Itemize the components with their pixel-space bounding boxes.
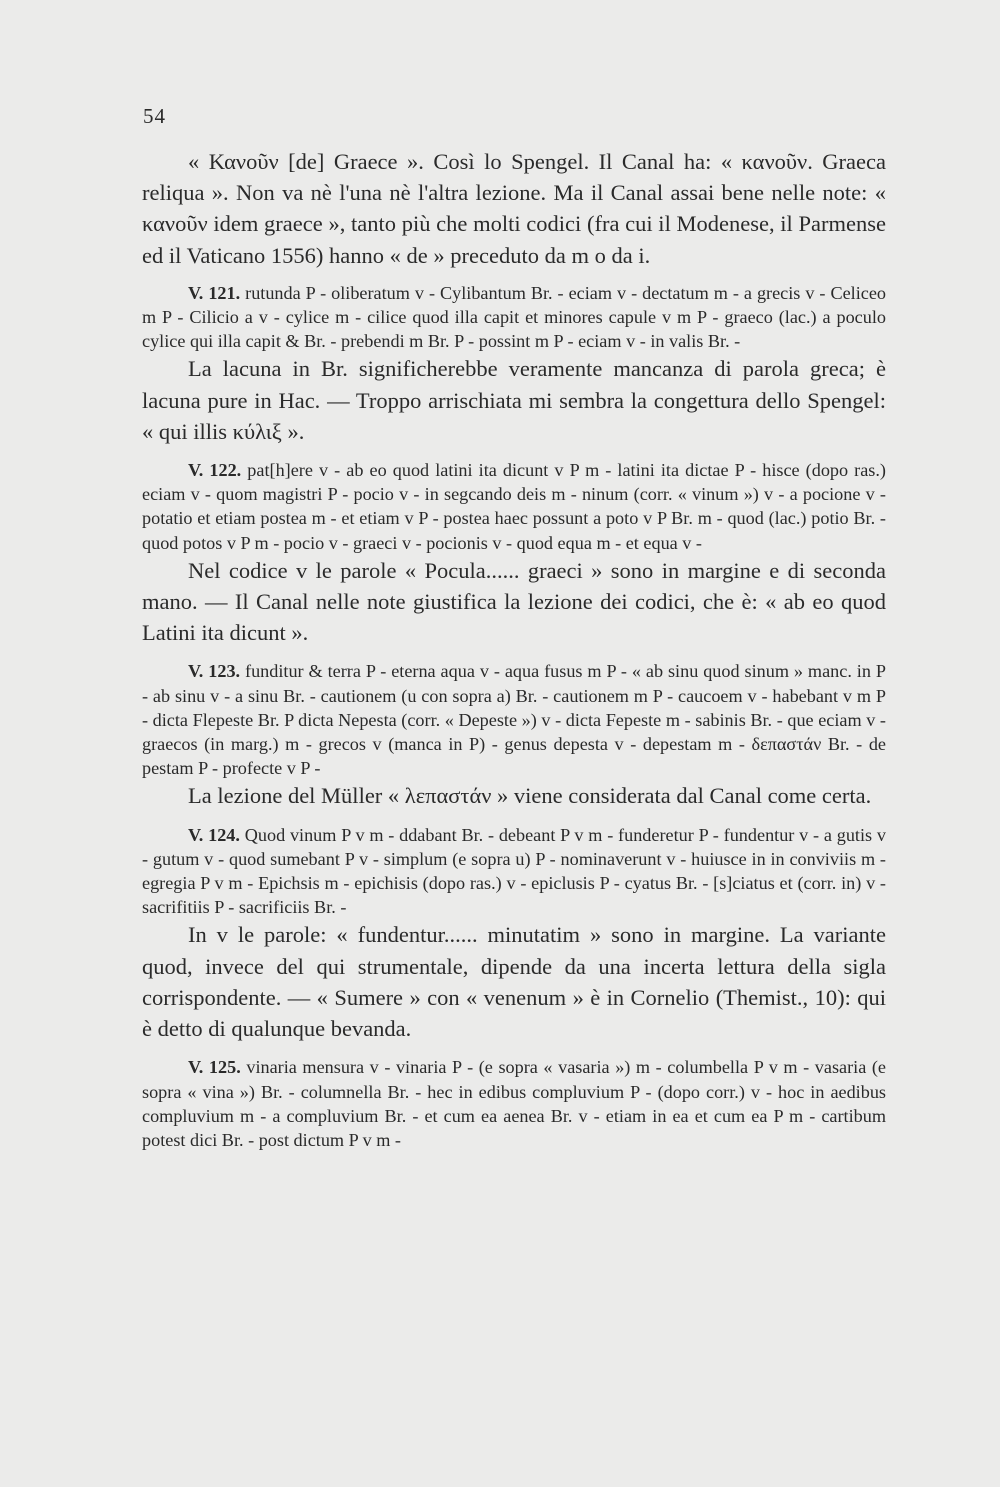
verse-number: V. 121. bbox=[188, 282, 241, 303]
commentary-v123: La lezione del Müller « λεπαστάν » viene considerata dal Canal come certa. bbox=[188, 783, 872, 809]
verse-number: V. 124. bbox=[188, 824, 240, 845]
verse-number: V. 122. bbox=[188, 460, 242, 481]
commentary-v121: La lacuna in Br. significherebbe veramente mancanza di parola greca; è lacuna pure in Hac. — Troppo arrischiata mi sembra la congettura dello Spengel: « qui illis κύλιξ ». bbox=[142, 356, 886, 444]
commentary-v124: In v le parole: « fundentur...... minutatim » sono in margine. La variante quod, invece del qui strumentale, dipende da una incerta lettura della sigla corrispondente. — « Sumere » con « venenum » è in Cornelio (Themist., 10): qui è detto di qualunque bevanda. bbox=[142, 922, 886, 1042]
apparatus-text: vinaria mensura v - vinaria P - (e sopra « vasaria ») m - columbella P v m - vasaria (e sopra « vina ») Br. - columnella Br. - hec in edibus compluvium P - (dopo corr.) v - hoc in aedibus compluvium m - a compluvium Br. - et cum ea aenea Br. v - etiam in ea et cum ea P m - cartibum potest dici Br. - post dictum P v m - bbox=[142, 1057, 887, 1150]
page-number: 54 bbox=[143, 104, 166, 128]
apparatus-text: pat[h]ere v - ab eo quod latini ita dicunt v P m - latini ita dictae P - hisce (dopo ras.) eciam v - quom magistri P - pocio v - in segcando deis m - ninum (corr. « vinum ») v - a pocione v - potatio et etiam postea m - et etiam v P - postea haec possunt a poto v P Br. m - quod (lac.) potio Br. - quod potos v P m - pocio v - graeci v - pocionis v - quod equa m - et equa v - bbox=[142, 460, 886, 553]
apparatus-v121 bbox=[142, 281, 886, 354]
apparatus-text: Quod vinum P v m - ddabant Br. - debeant P v m - funderetur P - fundentur v - a gutis v - gutum v - quod sumebant P v - simplum (e sopra u) P - nominaverunt v - huiusce in in conviviis m - egregia P v m - Epichsis m - epichisis (dopo ras.) v - epiclusis P - cyatus Br. - [s]ciatus et (corr. in) v - sacrifitiis P - sacrificiis Br. - bbox=[142, 824, 886, 918]
page-body bbox=[142, 146, 886, 1152]
apparatus-v123 bbox=[142, 659, 886, 780]
commentary-v122: Nel codice v le parole « Pocula...... graeci » sono in margine e di seconda mano. — Il Canal nelle note giustifica la lezione dei codici, che è: « ab eo quod Latini ita dicunt ». bbox=[142, 557, 886, 646]
apparatus-text: rutunda P - oliberatum v - Cylibantum Br. - eciam v - dectatum m - a grecis v - Celiceo m P - Cilicio a v - cylice m - cilice quod illa capit et minores capule v m P - graeco (lac.) a poculo cylice qui illa capit & Br. - prebendi m Br. P - possint m P - eciam v - in valis Br. - bbox=[142, 282, 886, 352]
apparatus-v122 bbox=[142, 458, 886, 555]
apparatus-v124 bbox=[142, 823, 886, 920]
paragraph-intro: « Κανοῦν [de] Graece ». Così lo Spengel. Il Canal ha: « κανοῦν. Graeca reliqua ». Non va nè l'una nè l'altra lezione. Ma il Canal assai bene nelle note: « κανοῦν idem graece », tanto più che molti codici (fra cui il Modenese, il Parmense ed il Vaticano 1556) hanno « de » preceduto da m o da i. bbox=[142, 149, 886, 268]
verse-number: V. 125. bbox=[188, 1057, 241, 1078]
verse-number: V. 123. bbox=[188, 661, 241, 682]
apparatus-text: funditur & terra P - eterna aqua v - aqua fusus m P - « ab sinu quod sinum » manc. in P - ab sinu v - a sinu Br. - cautionem (u con sopra a) Br. - cautionem m P - caucoem v - habebant v m P - dicta Flepeste Br. P dicta Nepesta (corr. « Depeste ») v - dicta Fepeste m - sabinis Br. - que eciam v - graecos (in marg.) m - grecos v (manca in P) - genus depesta v - depestam m - δεπαστάν Br. - de pestam P - profecte v P - bbox=[142, 661, 886, 779]
apparatus-v125 bbox=[142, 1055, 886, 1152]
